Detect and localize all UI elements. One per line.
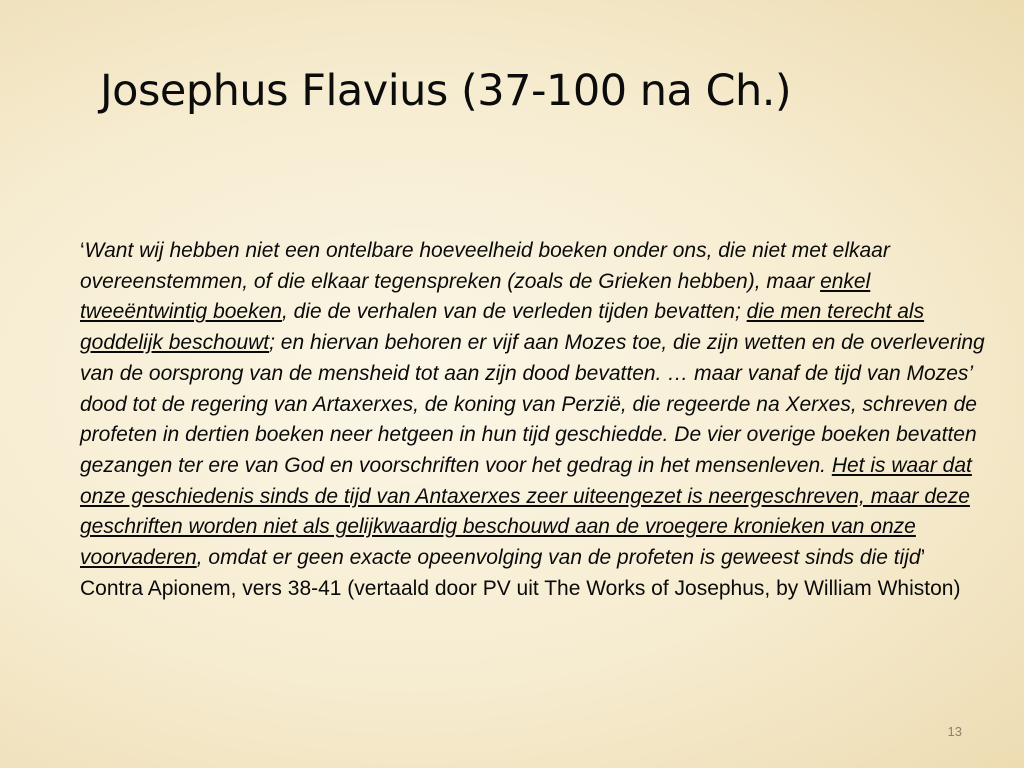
quote-block <box>80 236 986 604</box>
quote-text-part-3: ; en hiervan behoren er vijf aan Mozes toe, die zijn wetten en de overlevering van de oorsprong van de mensheid tot aan zijn dood bevatten. … maar vanaf de tijd van Mozes’ dood tot de regering van Artaxerxes, de koning van Perzië, die regeerde na Xerxes, schreven de profeten in dertien boeken neer hetgeen in hun tijd geschiedde. De vier overige boeken bevatten gezangen ter ere van God en voorschriften voor het gedrag in het mensenleven. <box>80 331 985 477</box>
quote-open-mark: ‘ <box>80 239 85 262</box>
quote-text-part-2: , die de verhalen van de verleden tijden bevatten; <box>281 300 747 324</box>
slide-title: Josephus Flavius (37-100 na Ch.) <box>100 66 792 116</box>
quote-underlined-part-1: enkel tweeëntwintig boeken <box>80 269 871 324</box>
quote-underlined-part-2: die men terecht als goddelijk beschouwt <box>80 300 925 355</box>
quote-close-mark: ’ <box>920 546 925 570</box>
page-number: 13 <box>947 724 962 739</box>
quote-source: Contra Apionem, vers 38-41 (vertaald door PV uit The Works of Josephus, by William Whiston) <box>80 576 961 600</box>
quote-text-part-4: , omdat er geen exacte opeenvolging van de profeten is geweest sinds die tijd <box>196 546 921 570</box>
quote-underlined-part-3: Het is waar dat onze geschiedenis sinds de tijd van Antaxerxes zeer uiteengezet is neergeschreven, maar deze geschriften worden niet als gelijkwaardig beschouwd aan de vroegere kronieken van onze voorvaderen <box>80 453 972 570</box>
quote-text-part-1: Want wij hebben niet een ontelbare hoeveelheid boeken onder ons, die niet met elkaar overeenstemmen, of die elkaar tegenspreken (zoals de Grieken hebben), maar <box>80 239 890 293</box>
